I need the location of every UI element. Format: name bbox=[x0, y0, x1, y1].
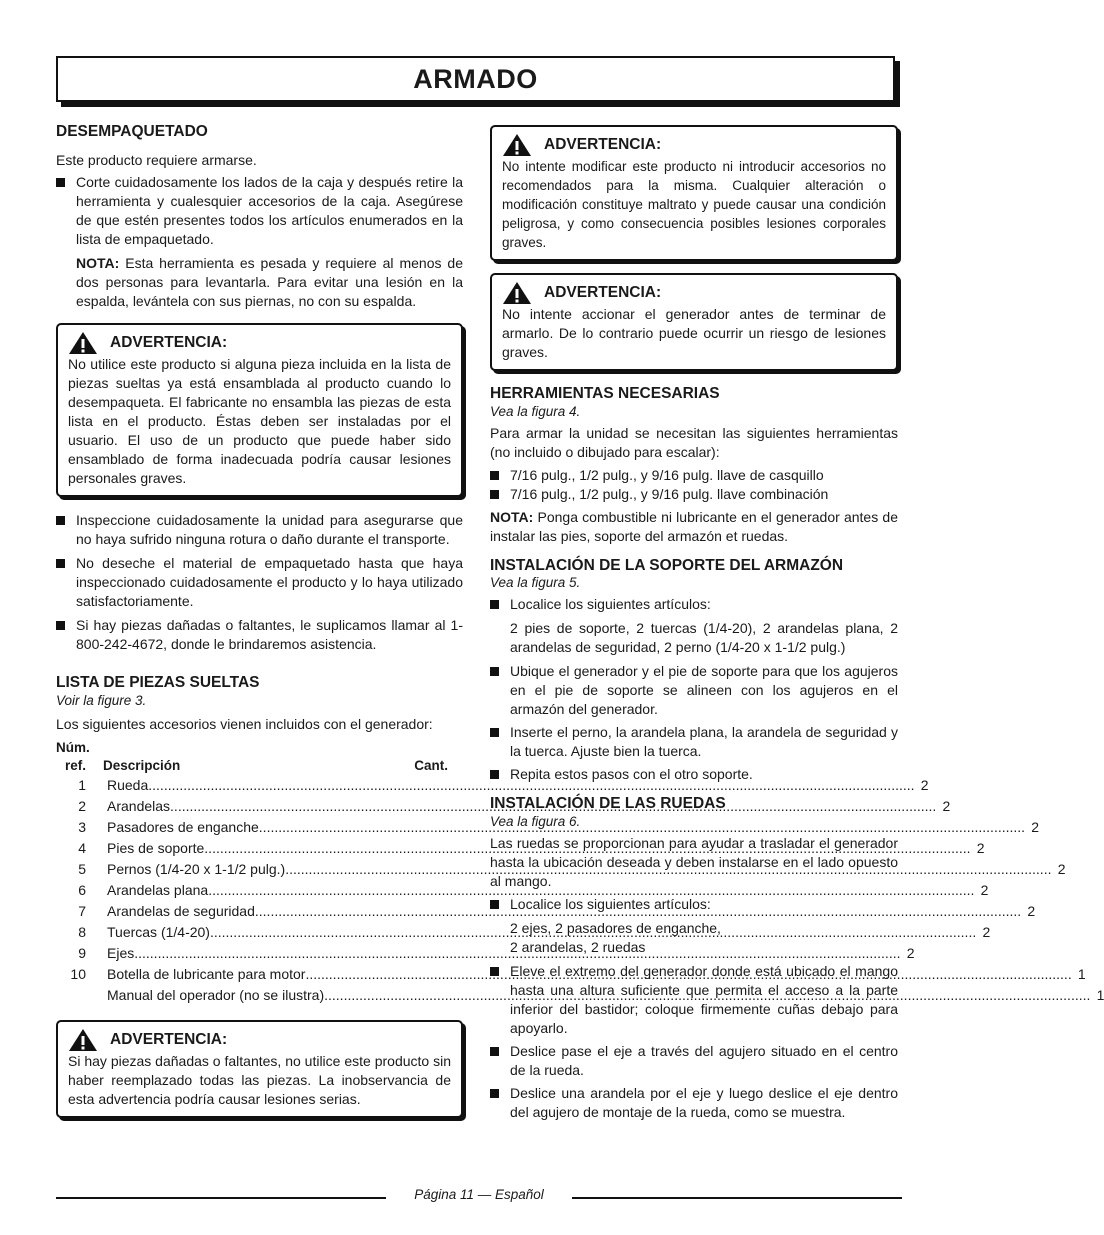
tools-list bbox=[490, 466, 898, 504]
part-description: Pies de soporte bbox=[107, 840, 205, 856]
part-number: 9 bbox=[78, 945, 86, 961]
wheels-list bbox=[490, 895, 898, 914]
wheels-intro: Las ruedas se proporcionan para ayudar a trasladar el generador hasta la ubicación deseada y deben instalarse en el lado opuesto al mango. bbox=[490, 835, 898, 889]
part-quantity: 2 bbox=[1057, 861, 1066, 877]
part-quantity: 2 bbox=[976, 840, 985, 856]
part-description: Rueda bbox=[107, 777, 149, 793]
part-quantity: 2 bbox=[982, 924, 991, 940]
note-text: Ponga combustible ni lubricante en el generador antes de instalar las pies, soporte del armazón et ruedas. bbox=[490, 509, 898, 544]
support-heading: INSTALACIÓN DE LA SOPORTE DEL ARMAZÓN bbox=[490, 557, 844, 574]
warning-box-preassembled bbox=[56, 323, 463, 497]
note-label: NOTA: bbox=[490, 509, 534, 525]
support-items: 2 pies de soporte, 2 tuercas (1/4-20), 2 arandelas plana, 2 arandelas de seguridad, 2 perno (1/4-20 x 1-1/2 pulg.) bbox=[510, 620, 898, 655]
inspection-list bbox=[56, 511, 463, 654]
list-item: Eleve el extremo del generador donde está ubicado el mango hasta una altura suficiente que permita el acceso a la parte inferior del bastidor; coloque firmemente cuñas debajo para apoyarlo. bbox=[490, 962, 898, 1038]
list-item: Repita estos pasos con el otro soporte. bbox=[490, 765, 898, 784]
tools-note bbox=[490, 508, 898, 546]
part-description: Pasadores de enganche bbox=[107, 819, 259, 835]
support-list bbox=[490, 595, 898, 614]
list-item: Localice los siguientes artículos: bbox=[490, 895, 898, 914]
warning-title: ADVERTENCIA: bbox=[110, 334, 228, 351]
list-item: Deslice pase el eje a través del agujero situado en el centro de la rueda. bbox=[490, 1042, 898, 1080]
part-quantity: 2 bbox=[1031, 819, 1040, 835]
part-number: 7 bbox=[78, 903, 86, 919]
parts-header-row bbox=[56, 757, 463, 775]
section-title-banner bbox=[56, 56, 895, 102]
part-number: 1 bbox=[78, 777, 86, 793]
warning-title: ADVERTENCIA: bbox=[110, 1031, 228, 1048]
warning-triangle-icon bbox=[68, 1028, 98, 1052]
parts-row bbox=[56, 859, 1066, 880]
parts-col-num-1: Núm. bbox=[56, 740, 90, 755]
page-number: Página 11 — Español bbox=[414, 1187, 544, 1202]
unpack-heading: DESEMPAQUETADO bbox=[56, 123, 208, 140]
warning-triangle-icon bbox=[68, 331, 98, 355]
warning-box-operation bbox=[490, 273, 898, 371]
part-description: Tuercas (1/4-20) bbox=[107, 924, 210, 940]
unpack-intro: Este producto requiere armarse. bbox=[56, 152, 257, 168]
part-quantity: 2 bbox=[906, 945, 915, 961]
tools-heading: HERRAMIENTAS NECESARIAS bbox=[490, 385, 720, 402]
warning-text: Si hay piezas dañadas o faltantes, no utilice este producto sin haber reemplazado todas las piezas. La inobservancia de esta advertencia podría causar lesiones serias. bbox=[68, 1053, 451, 1107]
part-quantity: 2 bbox=[1027, 903, 1036, 919]
list-item: Si hay piezas dañadas o faltantes, le suplicamos llamar al 1-800-242-4672, donde le brindaremos asistencia. bbox=[56, 616, 463, 654]
parts-col-qty: Cant. bbox=[414, 758, 448, 773]
part-quantity: 1 bbox=[1077, 966, 1086, 982]
part-description: Ejes bbox=[107, 945, 135, 961]
parts-row bbox=[56, 880, 989, 901]
note-text: Esta herramienta es pesada y requiere al menos de dos personas para levantarla. Para evitar una lesión en la espalda, levántela con sus piernas, no con su espalda. bbox=[76, 255, 463, 309]
warning-text: No utilice este producto si alguna pieza incluida en la lista de piezas sueltas ya está ensamblada al producto cuando lo desempaqueta. El fabricante no ensambla las piezas de esta lista en el producto. Éstas deben ser instaladas por el usuario. El uso de un producto que puede haber sido ensamblado de forma inadecuada podría causar lesiones personales graves. bbox=[68, 356, 451, 486]
wheels-heading: INSTALACIÓN DE LAS RUEDAS bbox=[490, 795, 726, 812]
page-title: ARMADO bbox=[413, 63, 538, 94]
part-number: 10 bbox=[70, 966, 86, 982]
weight-note bbox=[56, 254, 463, 311]
part-description: Pernos (1/4-20 x 1-1/2 pulg.) bbox=[107, 861, 286, 877]
part-description: Manual del operador (no se ilustra) bbox=[107, 987, 325, 1003]
part-quantity: 2 bbox=[980, 882, 989, 898]
part-quantity: 1 bbox=[1096, 987, 1104, 1003]
list-item: Corte cuidadosamente los lados de la caja y después retire la herramienta y cualesquier accesorios de la caja. Asegúrese de que estén presentes todos los artículos enumerados en la lista de empaquetado. bbox=[56, 173, 463, 249]
warning-box-modification bbox=[490, 125, 898, 261]
list-item: 7/16 pulg., 1/2 pulg., y 9/16 pulg. llave de casquillo bbox=[490, 466, 898, 485]
support-figure-ref: Vea la figura 5. bbox=[490, 575, 581, 590]
warning-box-missing-parts bbox=[56, 1020, 463, 1118]
right-column bbox=[490, 125, 898, 1122]
wheels-steps bbox=[490, 962, 898, 1122]
parts-row bbox=[56, 985, 1104, 1006]
parts-row bbox=[56, 838, 985, 859]
parts-row bbox=[56, 775, 929, 796]
wheels-items-1: 2 ejes, 2 pasadores de enganche, bbox=[510, 920, 721, 936]
tools-figure-ref: Vea la figura 4. bbox=[490, 404, 581, 419]
page-footer bbox=[56, 1185, 902, 1209]
part-number bbox=[56, 985, 86, 1006]
part-number: 8 bbox=[78, 924, 86, 940]
parts-row bbox=[56, 964, 1086, 985]
parts-col-desc: Descripción bbox=[103, 758, 181, 773]
part-description: Arandelas plana bbox=[107, 882, 209, 898]
warning-triangle-icon bbox=[502, 281, 532, 305]
part-description: Arandelas bbox=[107, 798, 171, 814]
tools-intro: Para armar la unidad se necesitan las siguientes herramientas (no incluido o dibujado para escalar): bbox=[490, 425, 898, 460]
part-number: 6 bbox=[78, 882, 86, 898]
support-steps bbox=[490, 662, 898, 784]
note-label: NOTA: bbox=[76, 255, 120, 271]
warning-title: ADVERTENCIA: bbox=[544, 284, 662, 301]
part-number: 5 bbox=[78, 861, 86, 877]
list-item: 7/16 pulg., 1/2 pulg., y 9/16 pulg. llave combinación bbox=[490, 485, 898, 504]
unpack-list bbox=[56, 173, 463, 249]
list-item: Localice los siguientes artículos: bbox=[490, 595, 898, 614]
parts-figure-ref: Voir la figure 3. bbox=[56, 693, 147, 708]
list-item: No deseche el material de empaquetado hasta que haya inspeccionado cuidadosamente el producto y lo haya utilizado satisfactoriamente. bbox=[56, 554, 463, 611]
list-item: Inspeccione cuidadosamente la unidad para asegurarse que no haya sufrido ninguna rotura o daño durante el transporte. bbox=[56, 511, 463, 549]
part-number: 3 bbox=[78, 819, 86, 835]
warning-triangle-icon bbox=[502, 133, 532, 157]
list-item: Ubique el generador y el pie de soporte para que los agujeros en el pie de soporte se alineen con los agujeros en el armazón del generador. bbox=[490, 662, 898, 719]
warning-text: No intente accionar el generador antes de terminar de armarlo. De lo contrario puede ocurrir un riesgo de lesiones graves. bbox=[502, 306, 886, 360]
parts-heading: LISTA DE PIEZAS SUELTAS bbox=[56, 674, 260, 691]
part-description: Arandelas de seguridad bbox=[107, 903, 255, 919]
part-quantity: 2 bbox=[920, 777, 929, 793]
parts-col-num-2: ref. bbox=[64, 758, 86, 773]
part-number: 2 bbox=[78, 798, 86, 814]
parts-intro: Los siguientes accesorios vienen incluidos con el generador: bbox=[56, 716, 433, 732]
warning-title: ADVERTENCIA: bbox=[544, 136, 662, 153]
wheels-items-2: 2 arandelas, 2 ruedas bbox=[510, 939, 646, 955]
wheels-figure-ref: Vea la figura 6. bbox=[490, 814, 581, 829]
list-item: Inserte el perno, la arandela plana, la arandela de seguridad y la tuerca. Ajuste bien la tuerca. bbox=[490, 723, 898, 761]
warning-text: No intente modificar este producto ni introducir accesorios no recomendados para la misma. Cualquier alteración o modificación constituye maltrato y puede causar una condición peligrosa, y como consecuencia posibles lesiones corporales graves. bbox=[502, 159, 886, 250]
part-description: Botella de lubricante para motor bbox=[107, 966, 306, 982]
part-number: 4 bbox=[78, 840, 86, 856]
list-item: Deslice una arandela por el eje y luego deslice el eje dentro del agujero de montaje de la rueda, como se muestra. bbox=[490, 1084, 898, 1122]
part-quantity: 2 bbox=[942, 798, 951, 814]
